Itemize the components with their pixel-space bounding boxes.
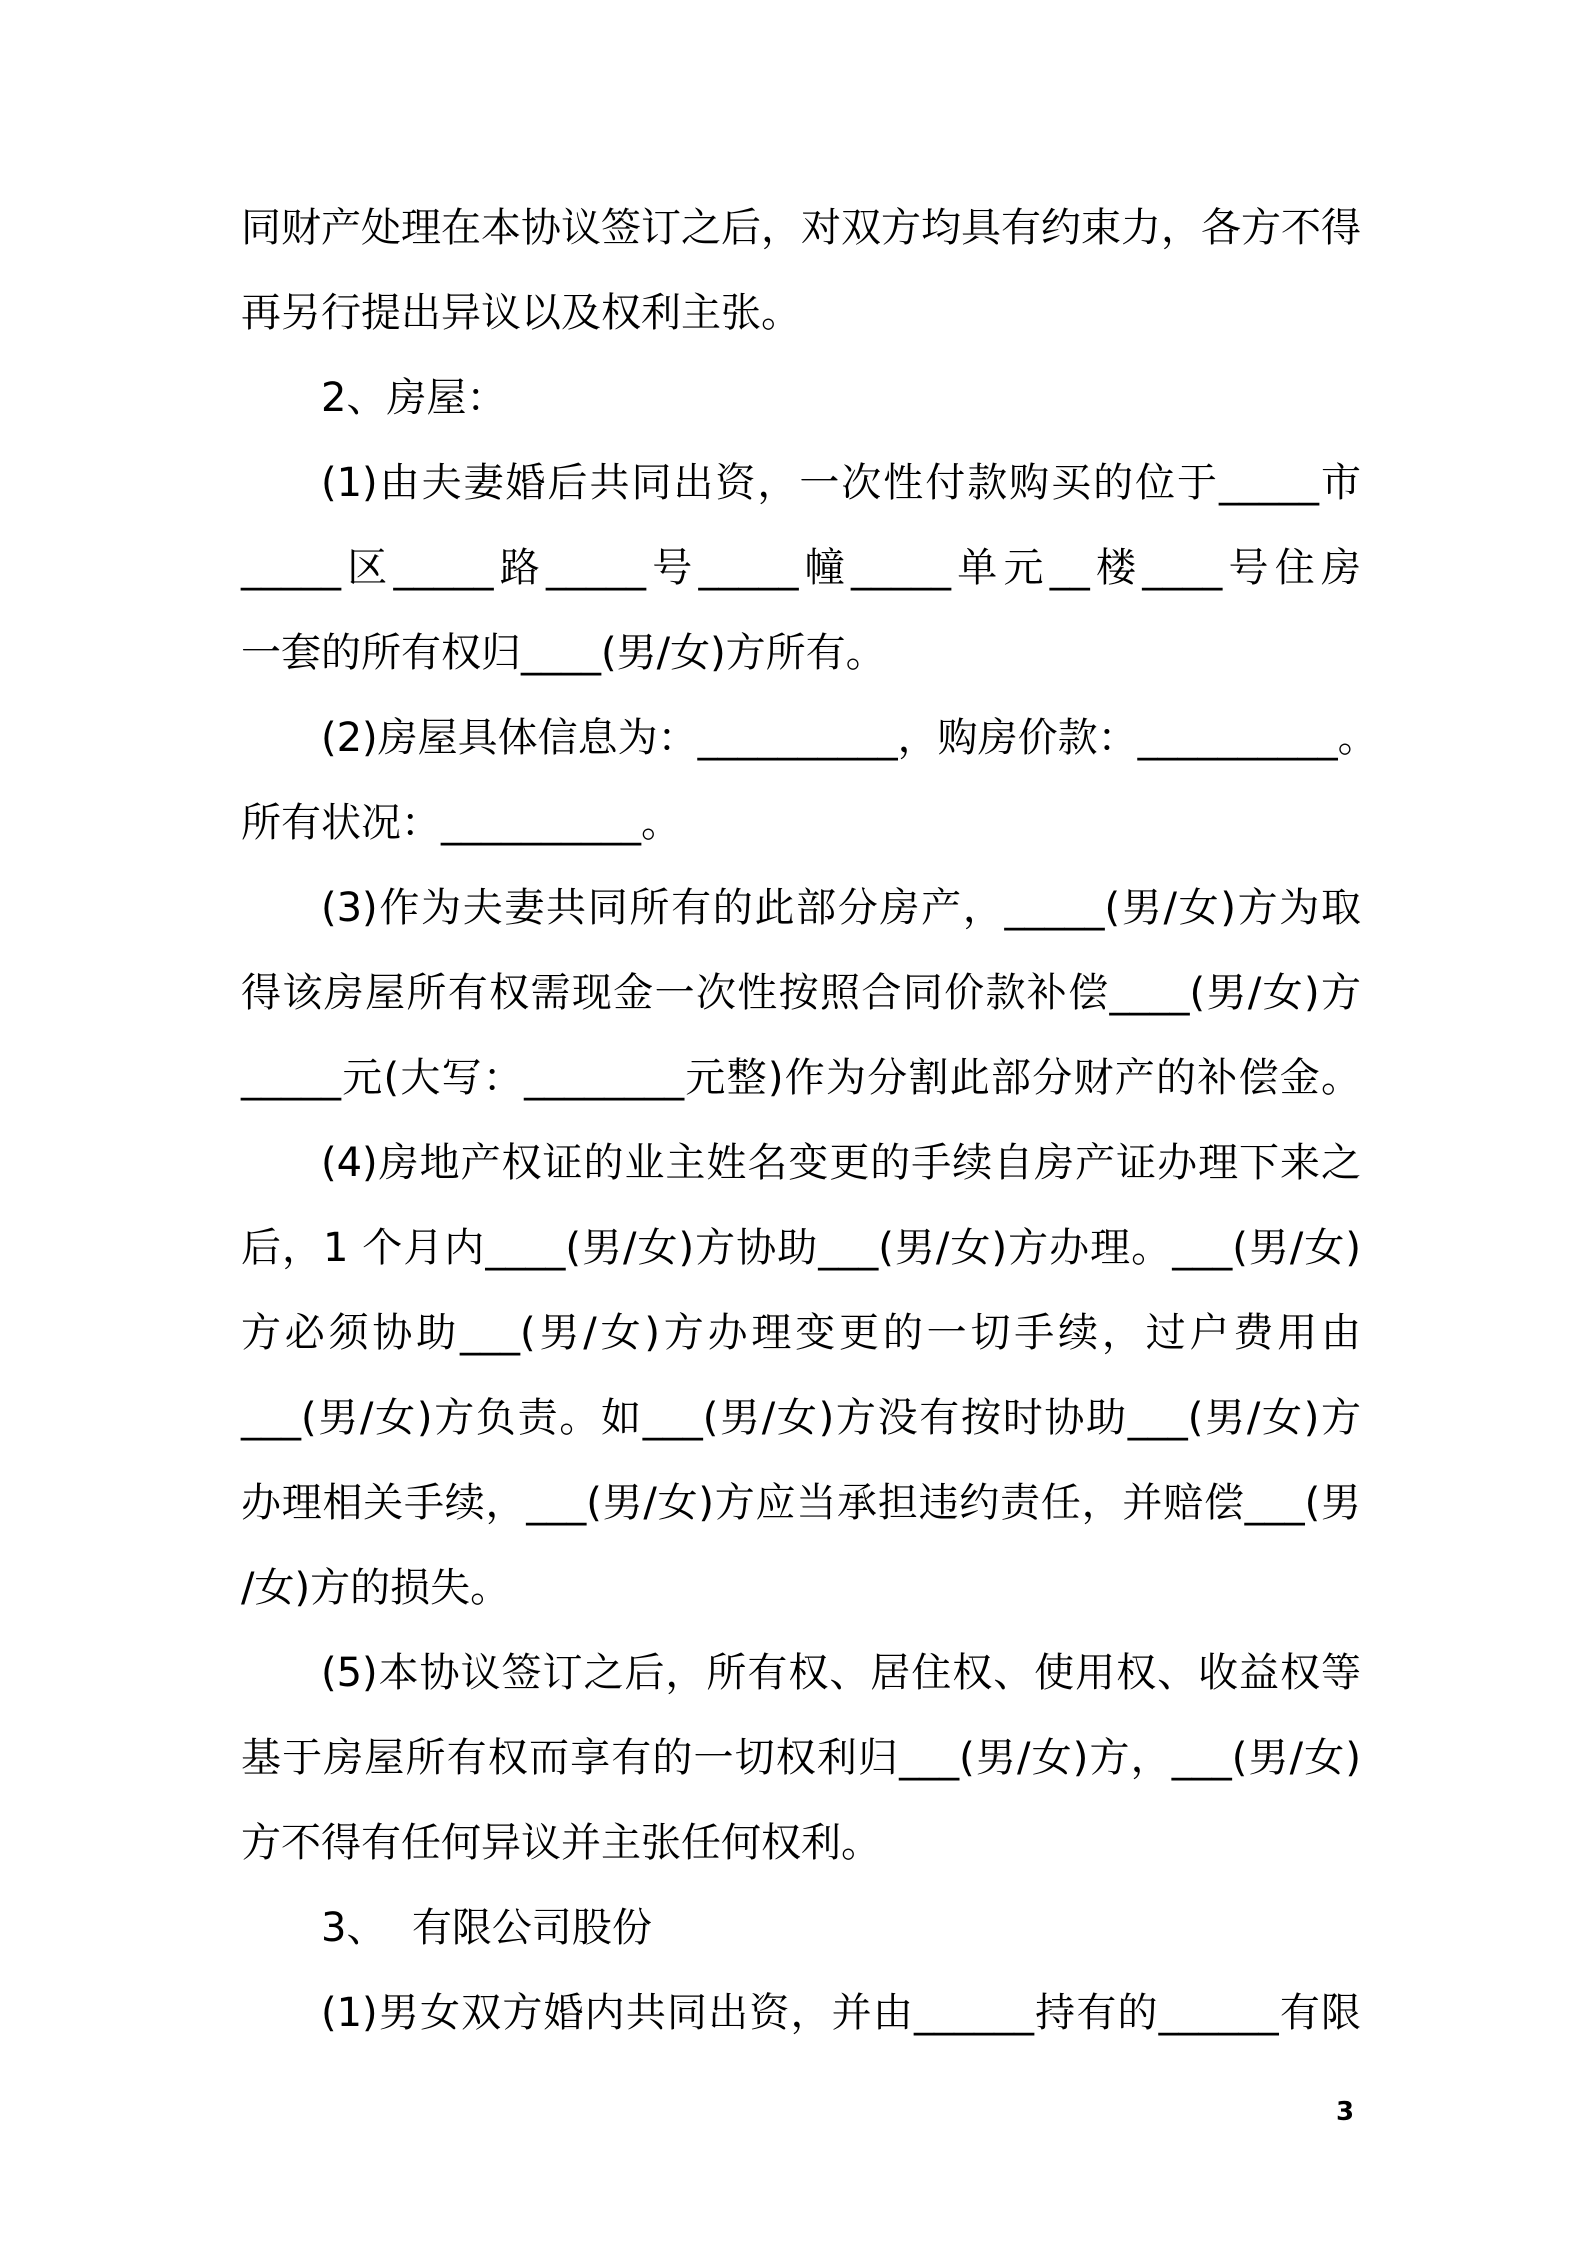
page-number: 3 xyxy=(1335,2097,1355,2127)
paragraph-line: _____元(大写：________元整)作为分割此部分财产的补偿金。 xyxy=(241,1055,1361,1101)
paragraph-line: (2)房屋具体信息为：__________，购房价款：__________。 xyxy=(321,715,1378,761)
paragraph-line: 再另行提出异议以及权利主张。 xyxy=(241,290,801,336)
paragraph-line: ___(男/女)方负责。如___(男/女)方没有按时协助___(男/女)方 xyxy=(241,1395,1361,1441)
section-heading-company-shares: 3、 有限公司股份 xyxy=(321,1905,652,1951)
section-heading-housing: 2、房屋： xyxy=(321,375,507,421)
paragraph-line: (4)房地产权证的业主姓名变更的手续自房产证办理下来之 xyxy=(321,1140,1361,1186)
paragraph-line: (3)作为夫妻共同所有的此部分房产，_____(男/女)方为取 xyxy=(321,885,1361,931)
paragraph-line: 方必须协助___(男/女)方办理变更的一切手续，过户费用由 xyxy=(241,1310,1361,1356)
paragraph-line: _____区_____路_____号_____幢_____单元__楼____号住房 xyxy=(241,545,1361,591)
paragraph-line: 同财产处理在本协议签订之后，对双方均具有约束力，各方不得 xyxy=(241,205,1361,251)
paragraph-line: 办理相关手续，___(男/女)方应当承担违约责任，并赔偿___(男 xyxy=(241,1480,1361,1526)
paragraph-line: (1)男女双方婚内共同出资，并由______持有的______有限 xyxy=(321,1990,1361,2036)
paragraph-line: /女)方的损失。 xyxy=(241,1565,511,1611)
paragraph-line: 后，1 个月内____(男/女)方协助___(男/女)方办理。___(男/女) xyxy=(241,1225,1361,1271)
paragraph-line: 基于房屋所有权而享有的一切权利归___(男/女)方，___(男/女) xyxy=(241,1735,1361,1781)
paragraph-line: (5)本协议签订之后，所有权、居住权、使用权、收益权等 xyxy=(321,1650,1361,1696)
paragraph-line: 一套的所有权归____(男/女)方所有。 xyxy=(241,630,886,676)
paragraph-line: 方不得有任何异议并主张任何权利。 xyxy=(241,1820,881,1866)
paragraph-line: 所有状况：__________。 xyxy=(241,800,681,846)
paragraph-line: 得该房屋所有权需现金一次性按照合同价款补偿____(男/女)方 xyxy=(241,970,1361,1016)
paragraph-line: (1)由夫妻婚后共同出资，一次性付款购买的位于_____市 xyxy=(321,460,1361,506)
